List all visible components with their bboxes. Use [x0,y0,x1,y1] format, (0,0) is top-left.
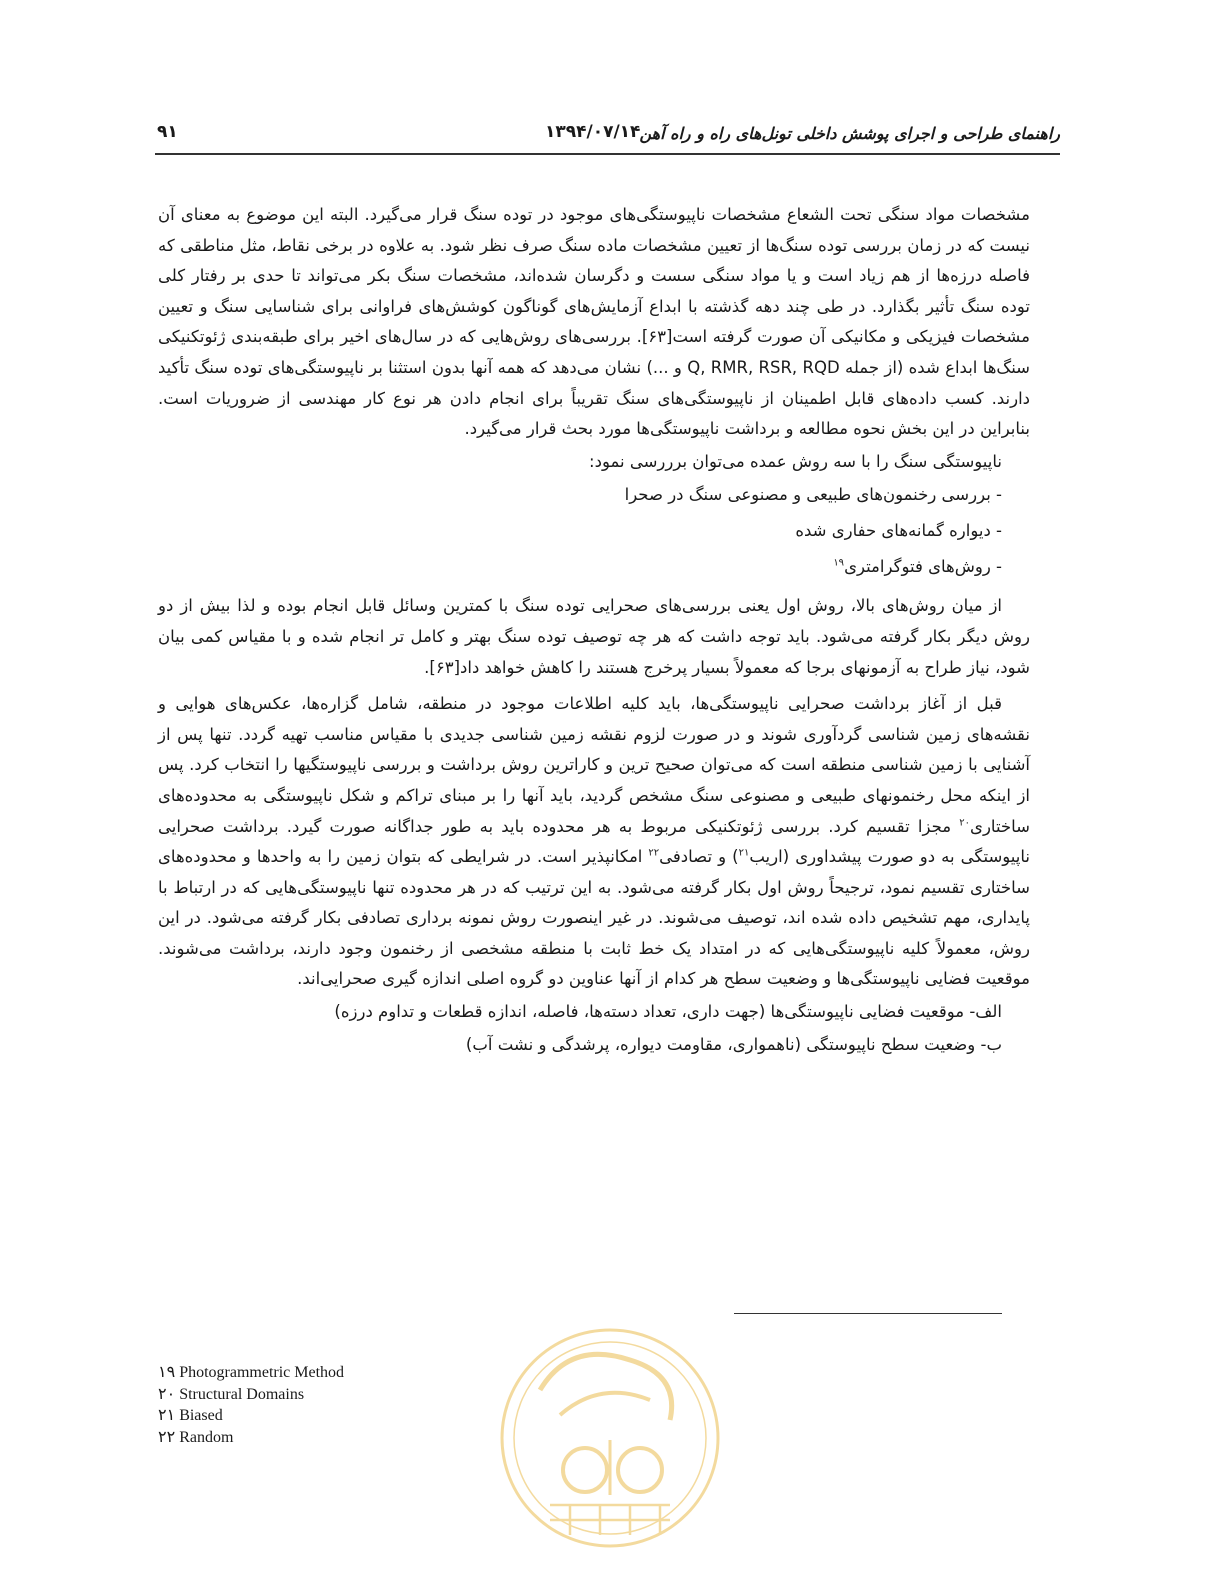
paragraph-discontinuities-intro: مشخصات مواد سنگی تحت الشعاع مشخصات ناپیوستگی‌های موجود در توده سنگ قرار می‌گیرد. البته این موضوع به معنای آن نیست که در زمان بررسی توده سنگ‌ها از تعیین مشخصات ماده سنگ صرف نظر شود. به علاوه در برخی نقاط، مثل مناطقی که فاصله درزه‌ها از هم زیاد است و یا مواد سنگی سست و دگرسان شده‌اند، مشخصات سنگ بکر می‌تواند تا حدی بر رفتار کلی توده سنگ تأثیر بگذارد. در طی چند دهه گذشته با ابداع آزمایش‌های گوناگون کوشش‌های فراوانی برای شناسایی سنگ و تعیین مشخصات فیزیکی و مکانیکی آن صورت گرفته است[۶۳]. بررسی‌های روش‌هایی که در سال‌های اخیر برای طبقه‌بندی ژئوتکنیکی سنگ‌ها ابداع شده (از جمله Q, RMR, RSR, RQD و ...) نشان می‌دهد که همه آنها بدون استثنا بر ناپیوستگی‌های توده سنگ تأکید دارند. کسب داده‌های قابل اطمینان از ناپیوستگی‌های سنگ تقریباً برای انجام دادن هر نوع کار مهندسی از ضروریات است. بنابراین در این بخش نحوه مطالعه و برداشت ناپیوستگی‌ها مورد بحث قرار می‌گیرد. [158,205,1030,439]
page-header [155,120,1060,150]
footnote-19: ۱۹ Photogrammetric Method [158,1364,345,1381]
list-item-photogrammetry [158,549,1002,585]
footnote-separator [734,1313,1002,1314]
list-item-outcrops: - بررسی رخنمون‌های طبیعی و مصنوعی سنگ در صحرا [624,485,1002,505]
footnote-ref-19: ۱۹ [833,557,845,569]
methods-list [158,477,1030,585]
paragraph-field-survey-part2: مجزا تقسیم کرد. بررسی ژئوتکنیکی مربوط به هر محدوده باید به طور جداگانه صورت گیرد. برداشت صحرایی ناپیوستگی به دو صورت پیشداوری (اریب [158,816,1030,867]
paragraph-field-survey [158,689,1030,995]
running-title: راهنمای طراحی و اجرای پوشش داخلی تونل‌های راه و راه آهن [639,124,1060,143]
list-item-photogrammetry-text: - روش‌های فتوگرامتری [844,557,1002,577]
footnote-ref-22: ۲۲ [648,847,660,859]
footnote-21: ۲۱ Biased [158,1407,223,1424]
page-number: ۹۱ [157,122,178,142]
methods-intro: ناپیوستگی سنگ را با سه روش عمده می‌توان برررسی نمود: [589,451,1002,471]
footnote-20: ۲۰ Structural Domains [158,1385,305,1403]
footnote-ref-21: ۲۱ [738,847,750,859]
list-item-spatial-position: الف- موقعیت فضایی ناپیوستگی‌ها (جهت داری، تعداد دسته‌ها، فاصله، اندازه قطعات و تداوم درزه) [334,1002,1002,1022]
paragraph-field-methods: از میان روش‌های بالا، روش اول یعنی بررسی‌های صحرایی توده سنگ با کمترین وسائل قابل انجام بوده و لذا بیش از دو روش دیگر بکار گرفته می‌شود. باید توجه داشت که هر چه توصیف توده سنگ بهتر و کامل تر انجام شده و با مقیاس کمی بیان شود، نیاز طراح به آزمونهای برجا که معمولاً بسیار پرخرج هستند را کاهش خواهد داد[۶۳]. [158,596,1030,677]
footnote-22: ۲۲ Random [158,1428,234,1446]
paragraph-field-survey-part4: امکانپذیر است. در شرایطی که بتوان زمین را به واحدها و محدوده‌های ساختاری تقسیم نمود، ترجیحاً روش اول بکار گرفته می‌شود. به این ترتیب که در هر محدوده تنها ناپیوستگی‌هایی که در ارتباط با پایداری، مهم تشخیص داده شده اند، توصیف می‌شوند. در غیر اینصورت روش نمونه برداری تصادفی بکار گرفته می‌شود. در این روش، معمولاً کلیه ناپیوستگی‌هایی که در امتداد یک خط ثابت با منطقه مشخصی از رخنمون وجود دارند، برداشت می‌شوند. موقعیت فضایی ناپیوستگی‌ها و وضعیت سطح هر کدام از آنها عناوین دو گروه اصلی اندازه گیری صحرایی‌اند. [158,847,1030,989]
list-item-surface-condition: ب- وضعیت سطح ناپیوستگی (ناهمواری، مقاومت دیواره، پرشدگی و نشت آب) [465,1034,1002,1054]
footnotes [158,1362,344,1448]
paragraph-field-survey-part1: قبل از آغاز برداشت صحرایی ناپیوستگی‌ها، باید کلیه اطلاعات موجود در منطقه، شامل گزاره‌ها، عکس‌های هوایی و نقشه‌های زمین شناسی گردآوری شوند و در صورت لزوم نقشه زمین شناسی جدیدی با مقیاس مناسب تهیه گردد. تنها پس از آشنایی با زمین شناسی منطقه است که می‌توان صحیح ترین و کاراترین روش برداشت و بررسی ناپیوستگیها را انتخاب کرد. پس از اینکه محل رخنمونهای طبیعی و مصنوعی سنگ مشخص گردید، باید آنها را بر مبنای تراکم و شکل ناپیوستگی به محدوده‌های ساختاری [158,694,1030,836]
list-item-boreholes: - دیواره گمانه‌های حفاری شده [795,521,1002,541]
header-date: ۱۳۹۴/۰۷/۱۴ [545,122,641,142]
header-rule [155,153,1060,155]
paragraph-field-survey-part3: ) و تصادفی [659,847,739,867]
body-text [158,200,1030,1060]
watermark-seal-icon [490,1320,730,1584]
publisher-watermark-logo [490,1320,730,1584]
footnote-ref-20: ۲۰ [959,817,971,828]
